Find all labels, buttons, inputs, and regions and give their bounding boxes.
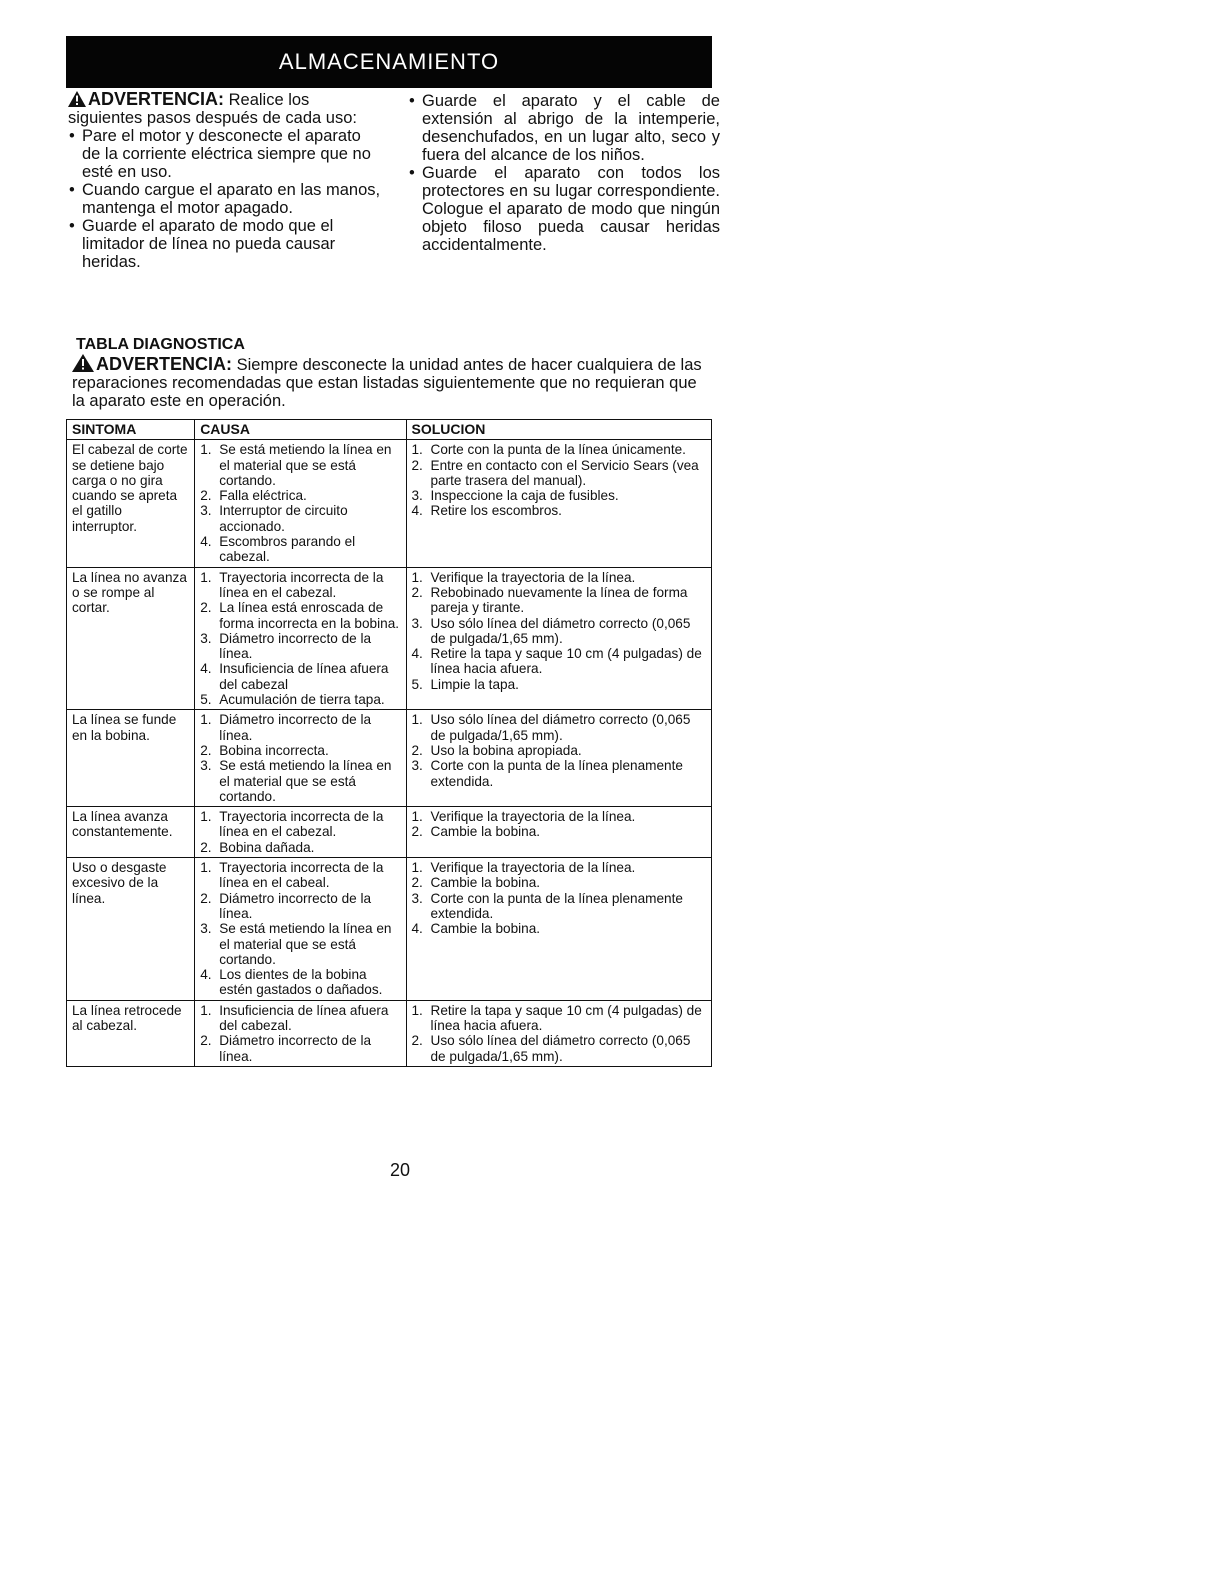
section-banner: [66, 36, 712, 88]
cause-cell: [195, 858, 406, 1001]
list-item: [412, 809, 708, 824]
table-row: [67, 1000, 712, 1066]
solution-cell: [406, 440, 712, 567]
list-item: • Guarde el aparato y el cable de extensión al abrigo de la intemperie, desenchufados, en un lugar alto, seco y fuera del alcance de los niños.: [408, 92, 720, 164]
list-item: [412, 570, 708, 585]
list-item: [412, 875, 708, 890]
cause-text: Bobina incorrecta.: [219, 742, 329, 758]
diagnostic-warning-text: Siempre desconecte la unidad antes de hacer cualquiera de las reparaciones recomendadas que estan listadas siguientemente que no requieran que la aparato este en operación.: [72, 356, 702, 410]
list-item: [412, 712, 708, 743]
cause-text: Diámetro incorrecto de la línea.: [219, 712, 372, 743]
item-number: 1.: [411, 569, 423, 585]
solution-text: Entre en contacto con el Servicio Sears (vea parte trasera del manual).: [430, 457, 699, 488]
item-number: 4.: [200, 534, 212, 550]
cause-list: [200, 860, 401, 998]
solution-cell: [406, 858, 712, 1001]
list-item: [200, 442, 401, 488]
solution-text: Retire los escombros.: [430, 503, 562, 519]
cause-text: Interruptor de circuito accionado.: [219, 503, 348, 534]
item-number: 2.: [411, 457, 423, 473]
item-number: 5.: [411, 676, 423, 692]
item-number: 4.: [200, 661, 212, 677]
solution-text: Retire la tapa y saque 10 cm (4 pulgadas) de línea hacia afuera.: [430, 646, 702, 677]
item-number: 1.: [200, 569, 212, 585]
list-item: [200, 600, 401, 631]
item-number: 4.: [411, 921, 423, 937]
cause-cell: [195, 440, 406, 567]
list-item: • Cuando cargue el aparato en las manos, mantenga el motor apagado.: [68, 181, 382, 217]
solution-text: Corte con la punta de la línea únicamente.: [430, 442, 686, 458]
cause-list: [200, 442, 401, 564]
item-number: 1.: [411, 1002, 423, 1018]
storage-left-column: [68, 90, 382, 271]
diagnostic-warning: [72, 354, 714, 410]
cause-text: Se está metiendo la línea en el material que se está cortando.: [219, 758, 392, 804]
list-item: [412, 1003, 708, 1034]
cause-text: Bobina dañada.: [219, 839, 315, 855]
item-number: 2.: [200, 488, 212, 504]
cause-text: Trayectoria incorrecta de la línea en el cabezal.: [219, 809, 384, 840]
list-item: [412, 616, 708, 647]
list-item: [412, 646, 708, 677]
cause-text: La línea está enroscada de forma incorrecta en la bobina.: [219, 600, 400, 631]
solution-list: [412, 1003, 708, 1064]
storage-warning-label: ADVERTENCIA:: [88, 89, 225, 109]
list-item: [200, 1003, 401, 1034]
cause-text: Trayectoria incorrecta de la línea en el cabezal.: [219, 569, 384, 600]
list-item: [200, 631, 401, 662]
item-number: 1.: [200, 809, 212, 825]
item-number: 2.: [200, 600, 212, 616]
cause-text: Trayectoria incorrecta de la línea en el cabeal.: [219, 860, 384, 891]
warning-triangle-icon: [68, 91, 86, 107]
solution-text: Retire la tapa y saque 10 cm (4 pulgadas) de línea hacia afuera.: [430, 1002, 702, 1033]
solution-list: [412, 809, 708, 840]
list-item: [200, 809, 401, 840]
list-item: [412, 442, 708, 457]
table-row: [67, 858, 712, 1001]
item-number: 3.: [200, 921, 212, 937]
symptom-cell: La línea retrocede al cabezal.: [67, 1000, 195, 1066]
item-number: 2.: [411, 742, 423, 758]
list-item: [412, 1033, 708, 1064]
solution-text: Cambie la bobina.: [430, 921, 541, 937]
solution-list: [412, 712, 708, 788]
list-item: [200, 758, 401, 804]
table-row: [67, 807, 712, 858]
storage-right-list: [408, 92, 720, 254]
solution-text: Uso sólo línea del diámetro correcto (0,065 de pulgada/1,65 mm).: [430, 712, 691, 743]
item-number: 5.: [200, 692, 212, 708]
column-header-symptom: SINTOMA: [67, 420, 195, 440]
item-number: 3.: [411, 890, 423, 906]
cause-list: [200, 570, 401, 708]
item-number: 4.: [411, 646, 423, 662]
cause-text: Escombros parando el cabezal.: [219, 534, 356, 565]
solution-text: Cambie la bobina.: [430, 824, 541, 840]
diagnostic-table-body: [67, 440, 712, 1067]
list-item: • Pare el motor y desconecte el aparato de la corriente eléctrica siempre que no esté en uso.: [68, 127, 382, 181]
cause-text: Se está metiendo la línea en el material que se está cortando.: [219, 442, 392, 488]
storage-left-list: [68, 127, 382, 271]
solution-text: Verifique la trayectoria de la línea.: [430, 860, 636, 876]
item-number: 2.: [411, 584, 423, 600]
solution-text: Cambie la bobina.: [430, 875, 541, 891]
item-number: 1.: [411, 809, 423, 825]
solution-list: [412, 860, 708, 936]
cause-text: Diámetro incorrecto de la línea.: [219, 890, 372, 921]
list-item: [412, 921, 708, 936]
item-number: 2.: [200, 742, 212, 758]
item-number: 1.: [200, 1002, 212, 1018]
item-number: 3.: [200, 630, 212, 646]
list-item: [412, 758, 708, 789]
item-number: 3.: [411, 488, 423, 504]
item-number: 1.: [200, 712, 212, 728]
list-item: [200, 967, 401, 998]
list-item: [412, 677, 708, 692]
cause-list: [200, 809, 401, 855]
list-item: [412, 503, 708, 518]
item-number: 4.: [411, 503, 423, 519]
list-item: [200, 921, 401, 967]
cause-cell: [195, 807, 406, 858]
solution-cell: [406, 807, 712, 858]
cause-text: Falla eléctrica.: [219, 488, 307, 504]
solution-cell: [406, 710, 712, 807]
solution-list: [412, 570, 708, 692]
list-item: [200, 891, 401, 922]
solution-cell: [406, 567, 712, 710]
cause-cell: [195, 567, 406, 710]
list-item: [412, 458, 708, 489]
list-item: [412, 743, 708, 758]
solution-text: Corte con la punta de la línea plenamente extendida.: [430, 758, 683, 789]
list-item: [200, 570, 401, 601]
table-row: [67, 567, 712, 710]
symptom-cell: Uso o desgaste excesivo de la línea.: [67, 858, 195, 1001]
cause-text: Diámetro incorrecto de la línea.: [219, 1033, 372, 1064]
list-item: [200, 712, 401, 743]
cause-list: [200, 1003, 401, 1064]
solution-text: Verifique la trayectoria de la línea.: [430, 569, 636, 585]
item-number: 2.: [411, 1033, 423, 1049]
item-number: 2.: [411, 824, 423, 840]
symptom-cell: La línea no avanza o se rompe al cortar.: [67, 567, 195, 710]
table-header-row: [67, 420, 712, 440]
list-item: [200, 503, 401, 534]
item-number: 3.: [411, 758, 423, 774]
diagnostic-table: [66, 419, 712, 1067]
list-item: [200, 1033, 401, 1064]
symptom-cell: La línea avanza constantemente.: [67, 807, 195, 858]
list-item: • Guarde el aparato con todos los protectores en su lugar correspondiente. Cologue el aparato de modo que ningún objeto filoso pueda causar heridas accidentalmente.: [408, 164, 720, 254]
solution-text: Corte con la punta de la línea plenamente extendida.: [430, 890, 683, 921]
cause-cell: [195, 1000, 406, 1066]
list-item: [200, 534, 401, 565]
storage-right-column: [408, 92, 720, 254]
list-item: [200, 661, 401, 692]
section-title: ALMACENAMIENTO: [278, 49, 500, 74]
item-number: 2.: [200, 890, 212, 906]
list-item: [412, 860, 708, 875]
list-item: • Guarde el aparato de modo que el limitador de línea no pueda causar heridas.: [68, 217, 382, 271]
cause-cell: [195, 710, 406, 807]
item-number: 1.: [200, 442, 212, 458]
item-number: 3.: [411, 615, 423, 631]
item-number: 1.: [411, 442, 423, 458]
symptom-cell: El cabezal de corte se detiene bajo carga o no gira cuando se apreta el gatillo interruptor.: [67, 440, 195, 567]
warning-triangle-icon: [72, 354, 94, 372]
list-item: [200, 692, 401, 707]
item-number: 3.: [200, 503, 212, 519]
solution-text: Limpie la tapa.: [430, 676, 519, 692]
cause-text: Se está metiendo la línea en el material que se está cortando.: [219, 921, 392, 967]
solution-text: Uso la bobina apropiada.: [430, 742, 582, 758]
list-item: [200, 488, 401, 503]
item-number: 2.: [200, 1033, 212, 1049]
item-number: 1.: [411, 860, 423, 876]
solution-text: Rebobinado nuevamente la línea de forma pareja y tirante.: [430, 584, 688, 616]
cause-text: Los dientes de la bobina estén gastados o dañados.: [219, 967, 383, 998]
solution-cell: [406, 1000, 712, 1066]
table-row: [67, 710, 712, 807]
storage-warning-text: Realice los siguientes pasos después de cada uso:: [68, 91, 357, 127]
storage-warning: [68, 90, 382, 127]
item-number: 1.: [200, 860, 212, 876]
list-item: [200, 743, 401, 758]
list-item: [412, 891, 708, 922]
cause-text: Insuficiencia de línea afuera del cabezal.: [219, 1002, 389, 1033]
table-row: [67, 440, 712, 567]
cause-text: Acumulación de tierra tapa.: [219, 692, 385, 708]
diagnostic-title: TABLA DIAGNOSTICA: [76, 336, 245, 353]
item-number: 1.: [411, 712, 423, 728]
symptom-cell: La línea se funde en la bobina.: [67, 710, 195, 807]
column-header-cause: CAUSA: [195, 420, 406, 440]
item-number: 2.: [200, 839, 212, 855]
page-number: 20: [390, 1160, 411, 1180]
list-item: [200, 860, 401, 891]
solution-list: [412, 442, 708, 518]
cause-text: Diámetro incorrecto de la línea.: [219, 630, 372, 662]
list-item: [412, 824, 708, 839]
list-item: [200, 840, 401, 855]
cause-text: Insuficiencia de línea afuera del cabezal: [219, 661, 389, 692]
solution-text: Uso sólo línea del diámetro correcto (0,065 de pulgada/1,65 mm).: [430, 615, 691, 646]
list-item: [412, 488, 708, 503]
diagnostic-warning-label: ADVERTENCIA:: [96, 354, 233, 374]
solution-text: Inspeccione la caja de fusibles.: [430, 488, 619, 504]
item-number: 4.: [200, 967, 212, 983]
column-header-solution: SOLUCION: [406, 420, 712, 440]
cause-list: [200, 712, 401, 804]
list-item: [412, 585, 708, 616]
item-number: 2.: [411, 875, 423, 891]
solution-text: Uso sólo línea del diámetro correcto (0,065 de pulgada/1,65 mm).: [430, 1033, 691, 1064]
item-number: 3.: [200, 758, 212, 774]
solution-text: Verifique la trayectoria de la línea.: [430, 809, 636, 825]
